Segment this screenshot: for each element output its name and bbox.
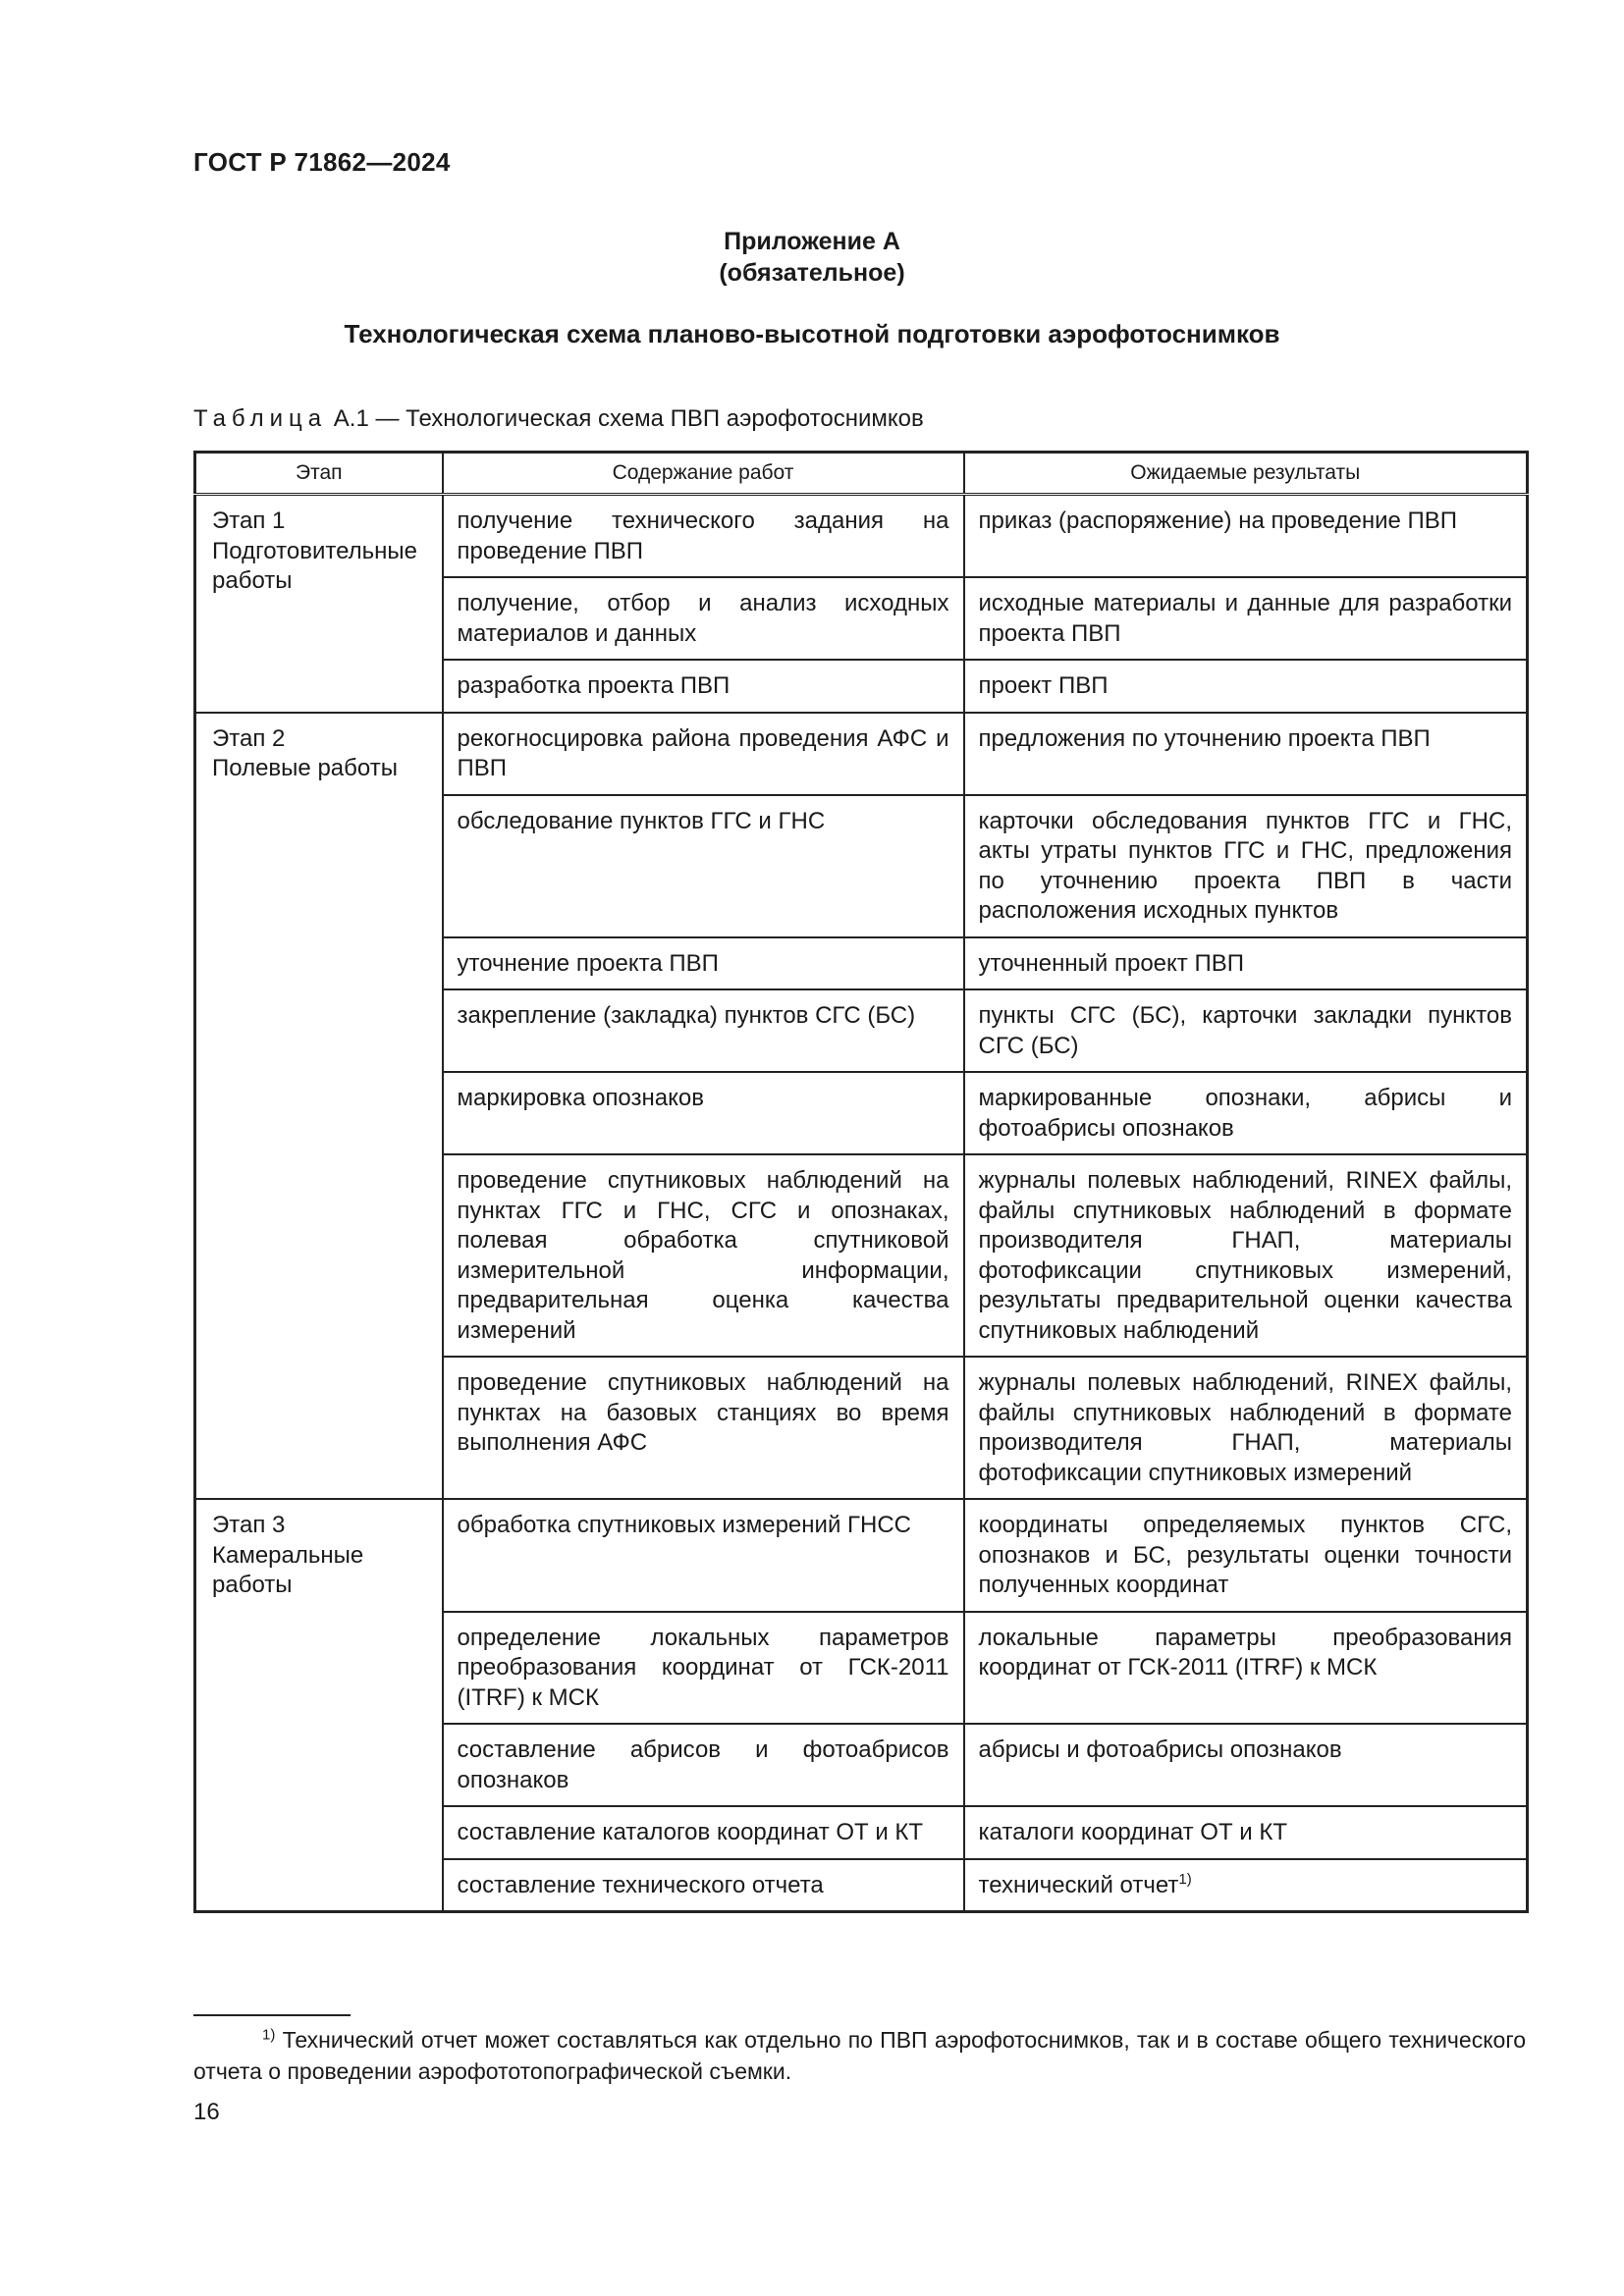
stage-number: Этап 2 (212, 724, 286, 752)
work-cell: разработка проекта ПВП (443, 660, 964, 713)
work-cell: получение, отбор и анализ исходных материалов и данных (443, 577, 964, 660)
work-cell: закрепление (закладка) пунктов СГС (БС) (443, 989, 964, 1072)
stage-number: Этап 1 (212, 507, 286, 534)
stage-name: Подготовительные работы (212, 537, 417, 594)
result-cell: координаты определяемых пунктов СГС, опознаков и БС, результаты оценки точности полученных координат (964, 1499, 1528, 1612)
footnote-text: Технический отчет может составляться как отдельно по ПВП аэрофотоснимков, так и в составе общего технического отчета о проведении аэрофототопографической съемки. (193, 2027, 1526, 2084)
footnote-marker: 1) (262, 2026, 276, 2044)
stage-name: Полевые работы (212, 755, 398, 781)
technology-scheme-table (193, 451, 1529, 1913)
stage-cell-2 (195, 713, 443, 1500)
column-header-result: Ожидаемые результаты (964, 453, 1528, 495)
result-cell: проект ПВП (964, 660, 1528, 713)
result-cell: маркированные опознаки, абрисы и фотоабрисы опознаков (964, 1072, 1528, 1154)
work-cell: обследование пунктов ГГС и ГНС (443, 795, 964, 937)
footnote (193, 2024, 1526, 2087)
table-header-row (195, 453, 1528, 495)
work-cell: рекогносцировка района проведения АФС и ПВП (443, 713, 964, 795)
result-cell: абрисы и фотоабрисы опознаков (964, 1724, 1528, 1806)
table-row (195, 1499, 1528, 1612)
work-cell: определение локальных параметров преобразования координат от ГСК-2011 (ITRF) к МСК (443, 1612, 964, 1725)
work-cell: обработка спутниковых измерений ГНСС (443, 1499, 964, 1612)
result-cell: пункты СГС (БС), карточки закладки пунктов СГС (БС) (964, 989, 1528, 1072)
work-cell: составление каталогов координат ОТ и КТ (443, 1806, 964, 1859)
result-cell: журналы полевых наблюдений, RINEX файлы, файлы спутниковых наблюдений в формате производителя ГНАП, материалы фотофиксации спутниковых измерений (964, 1357, 1528, 1499)
result-cell: предложения по уточнению проекта ПВП (964, 713, 1528, 795)
page-number: 16 (193, 2099, 220, 2125)
result-cell: приказ (распоряжение) на проведение ПВП (964, 495, 1528, 578)
work-cell: проведение спутниковых наблюдений на пунктах ГГС и ГНС, СГС и опознаках, полевая обработка спутниковой измерительной информации, предварительная оценка качества измерений (443, 1154, 964, 1357)
result-cell: исходные материалы и данные для разработки проекта ПВП (964, 577, 1528, 660)
column-header-stage: Этап (195, 453, 443, 495)
result-cell: журналы полевых наблюдений, RINEX файлы, файлы спутниковых наблюдений в формате производителя ГНАП, материалы фотофиксации спутниковых измерений, результаты предварительной оценки качества спутниковых наблюдений (964, 1154, 1528, 1357)
result-cell: локальные параметры преобразования координат от ГСК-2011 (ITRF) к МСК (964, 1612, 1528, 1725)
table-row (195, 495, 1528, 578)
footnote-separator (193, 2014, 351, 2016)
table-row (195, 713, 1528, 795)
work-cell: составление абрисов и фотоабрисов опознаков (443, 1724, 964, 1806)
table-caption (193, 405, 924, 433)
document-header: ГОСТ Р 71862—2024 (193, 147, 451, 177)
result-text: технический отчет (978, 1871, 1179, 1898)
appendix-heading (0, 226, 1624, 289)
document-title: Технологическая схема планово-высотной подготовки аэрофотоснимков (344, 319, 1280, 348)
result-cell (964, 1859, 1528, 1912)
stage-name: Камеральные работы (212, 1541, 364, 1598)
work-cell: маркировка опознаков (443, 1072, 964, 1154)
stage-cell-3 (195, 1499, 443, 1912)
work-cell: уточнение проекта ПВП (443, 937, 964, 990)
table-caption-label: Таблица (193, 405, 328, 432)
table-caption-text: А.1 — Технологическая схема ПВП аэрофотоснимков (333, 405, 924, 432)
footnote-reference: 1) (1178, 1870, 1192, 1888)
result-cell: уточненный проект ПВП (964, 937, 1528, 990)
appendix-status: (обязательное) (719, 259, 905, 287)
result-cell: карточки обследования пунктов ГГС и ГНС, акты утраты пунктов ГГС и ГНС, предложения по уточнению проекта ПВП в части расположения исходных пунктов (964, 795, 1528, 937)
work-cell: составление технического отчета (443, 1859, 964, 1912)
work-cell: проведение спутниковых наблюдений на пунктах на базовых станциях во время выполнения АФС (443, 1357, 964, 1499)
stage-cell-1 (195, 495, 443, 713)
column-header-work: Содержание работ (443, 453, 964, 495)
appendix-title: Приложение А (724, 228, 900, 255)
work-cell: получение технического задания на проведение ПВП (443, 495, 964, 578)
result-cell: каталоги координат ОТ и КТ (964, 1806, 1528, 1859)
stage-number: Этап 3 (212, 1512, 286, 1538)
